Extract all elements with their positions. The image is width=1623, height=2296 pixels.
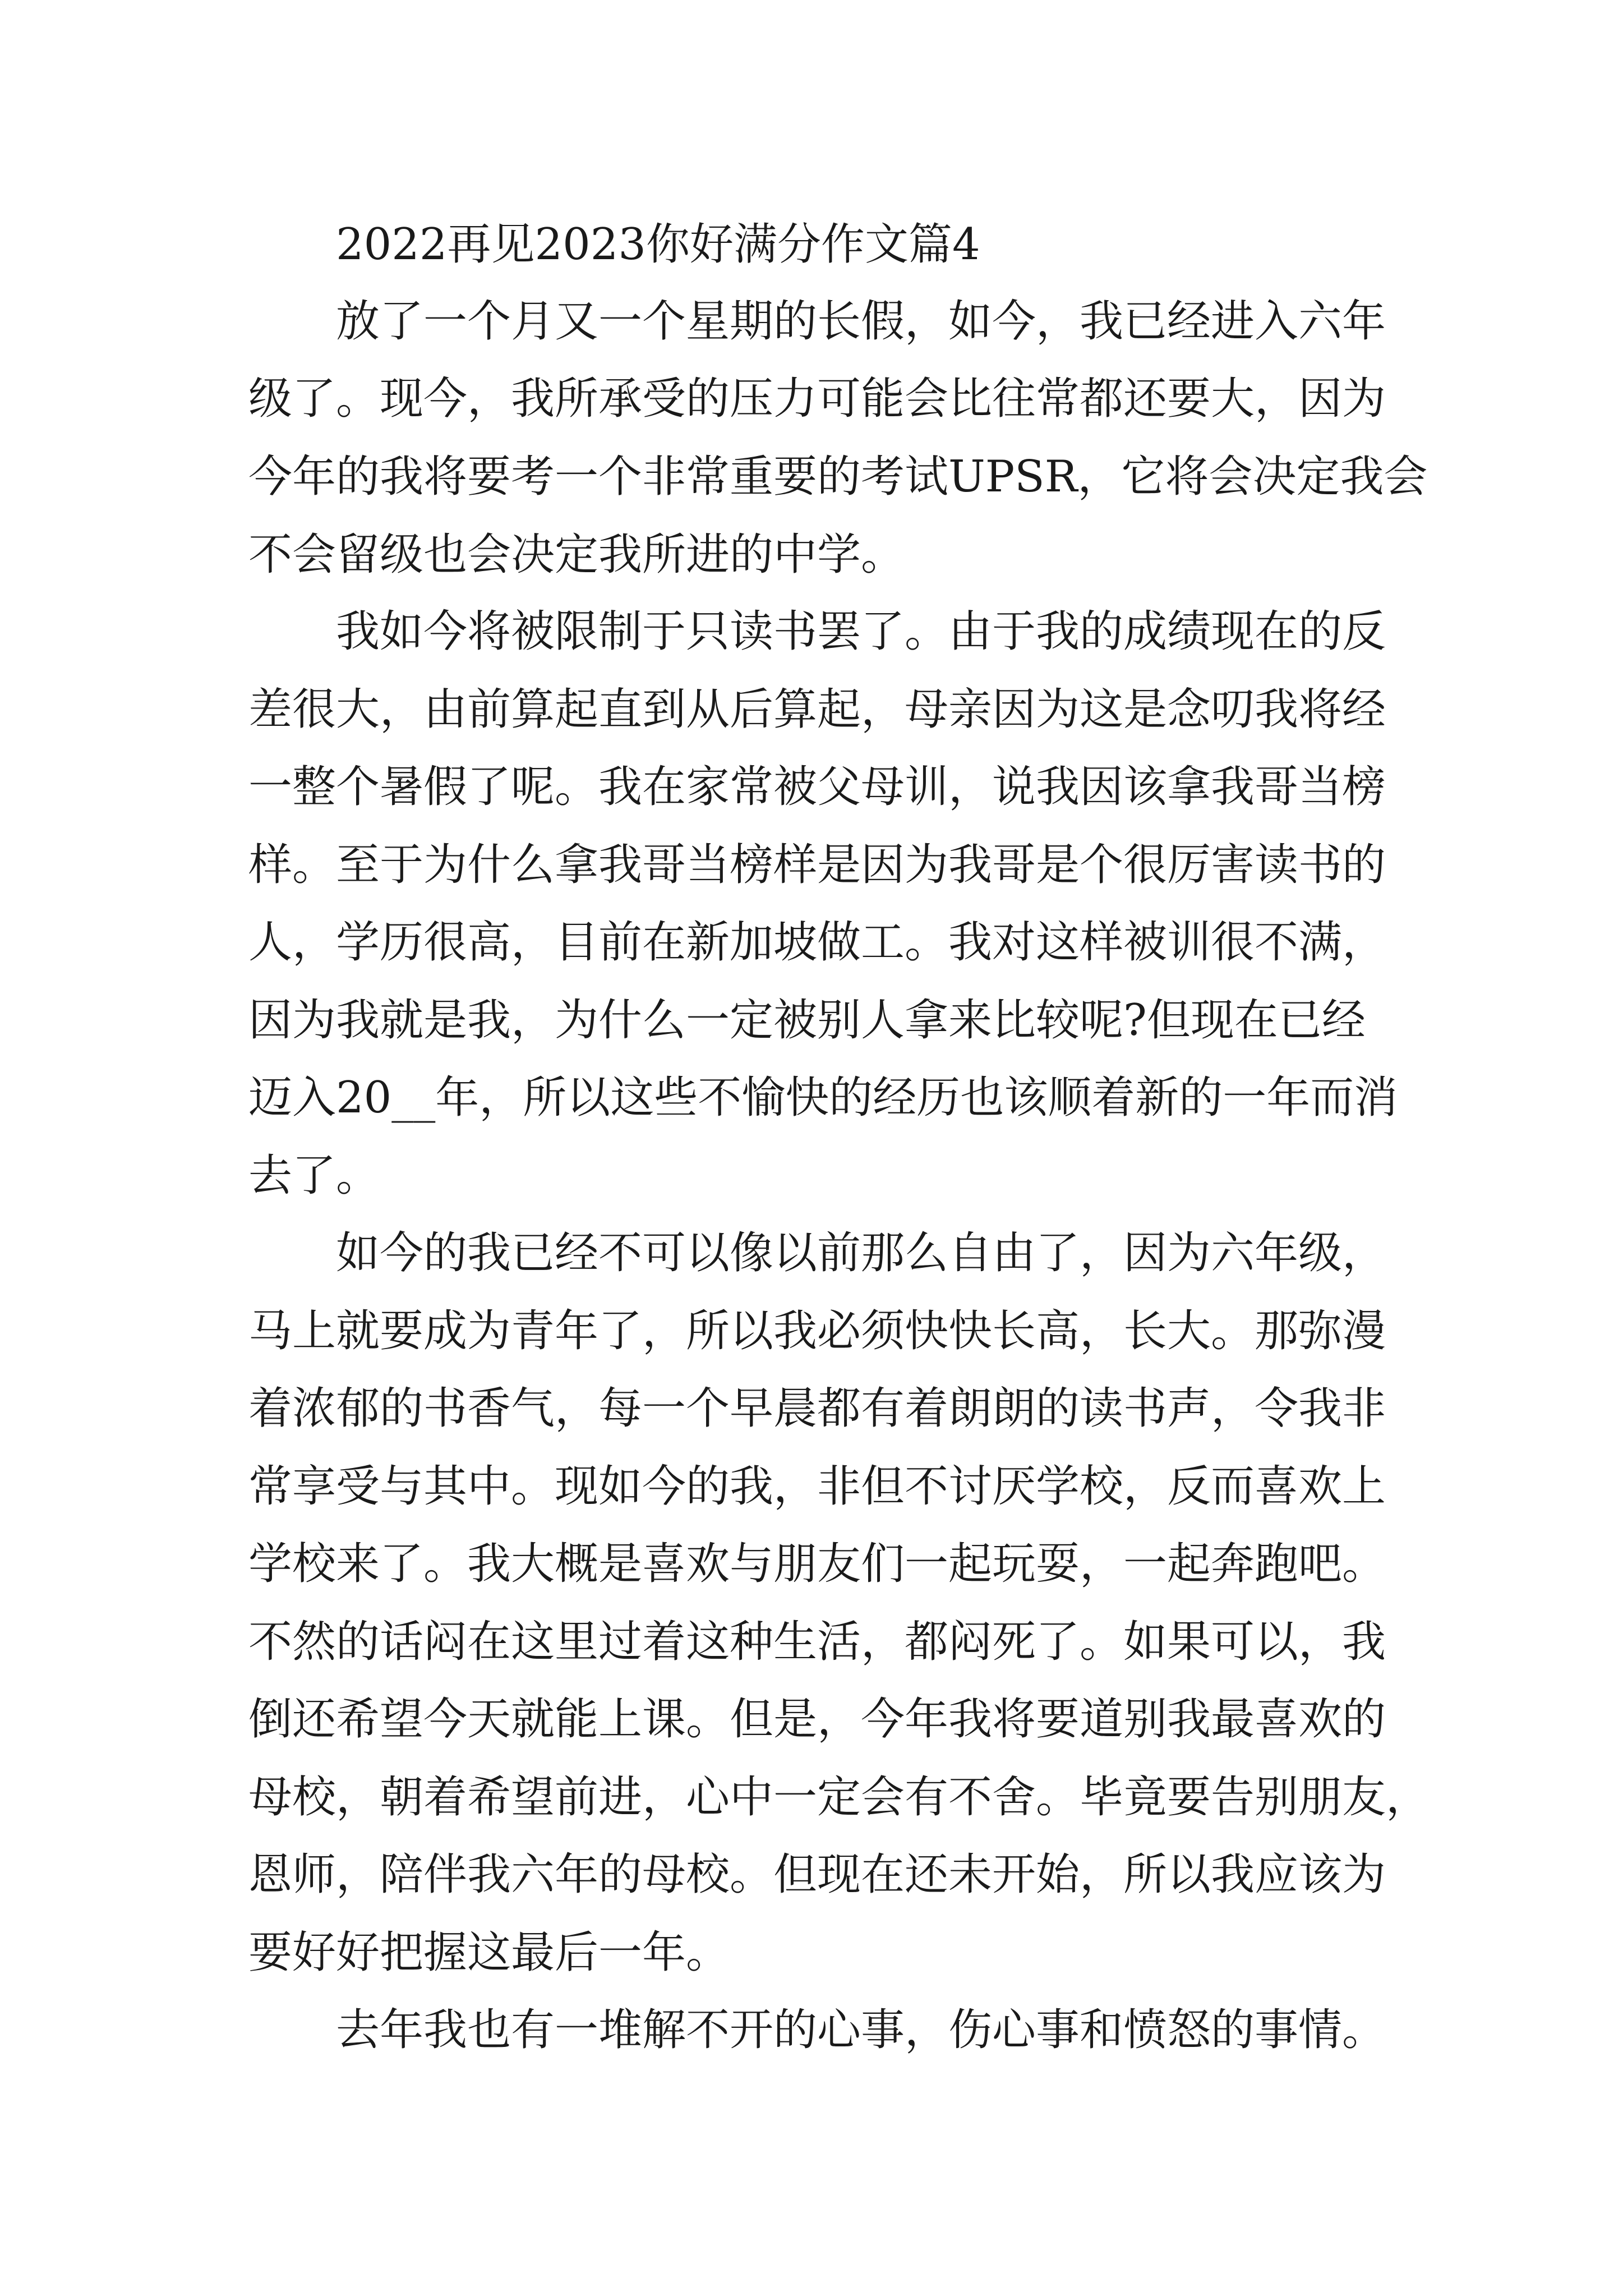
text-line: 差很大，由前算起直到从后算起，母亲因为这是念叨我将经 <box>248 684 1386 735</box>
text-line: 马上就要成为青年了，所以我必须快快长高，长大。那弥漫 <box>248 1306 1386 1356</box>
text-line: 要好好把握这最后一年。 <box>248 1927 730 1978</box>
text-line: 如今的我已经不可以像以前那么自由了，因为六年级， <box>336 1228 1386 1278</box>
text-line: 母校，朝着希望前进，心中一定会有不舍。毕竟要告别朋友， <box>248 1772 1430 1823</box>
text-line: 一整个暑假了呢。我在家常被父母训，说我因该拿我哥当榜 <box>248 762 1386 812</box>
text-line: 迈入20__年，所以这些不愉快的经历也该顺着新的一年而消 <box>248 1073 1398 1123</box>
text-line: 倒还希望今天就能上课。但是，今年我将要道别我最喜欢的 <box>248 1694 1386 1745</box>
text-line: 放了一个月又一个星期的长假，如今，我已经进入六年 <box>336 296 1386 347</box>
text-line: 着浓郁的书香气，每一个早晨都有着朗朗的读书声，令我非 <box>248 1383 1386 1434</box>
text-line: 人，学历很高，目前在新加坡做工。我对这样被训很不满， <box>248 917 1386 968</box>
text-line: 不会留级也会决定我所进的中学。 <box>248 530 905 580</box>
text-line: 我如今将被限制于只读书罢了。由于我的成绩现在的反 <box>336 606 1386 657</box>
text-line: 因为我就是我，为什么一定被别人拿来比较呢?但现在已经 <box>248 995 1366 1046</box>
text-line: 恩师，陪伴我六年的母校。但现在还未开始，所以我应该为 <box>248 1849 1386 1900</box>
text-line: 级了。现今，我所承受的压力可能会比往常都还要大，因为 <box>248 374 1386 424</box>
text-line: 学校来了。我大概是喜欢与朋友们一起玩耍，一起奔跑吧。 <box>248 1539 1386 1589</box>
text-line: 今年的我将要考一个非常重要的考试UPSR，它将会决定我会 <box>248 452 1428 502</box>
text-line: 样。至于为什么拿我哥当榜样是因为我哥是个很厉害读书的 <box>248 840 1386 890</box>
document-title: 2022再见2023你好满分作文篇4 <box>336 219 980 270</box>
text-line: 不然的话闷在这里过着这种生活，都闷死了。如果可以，我 <box>248 1617 1386 1667</box>
text-line: 去年我也有一堆解不开的心事，伤心事和愤怒的事情。 <box>336 2005 1386 2055</box>
text-line: 常享受与其中。现如今的我，非但不讨厌学校，反而喜欢上 <box>248 1461 1386 1512</box>
text-line: 去了。 <box>248 1151 380 1201</box>
